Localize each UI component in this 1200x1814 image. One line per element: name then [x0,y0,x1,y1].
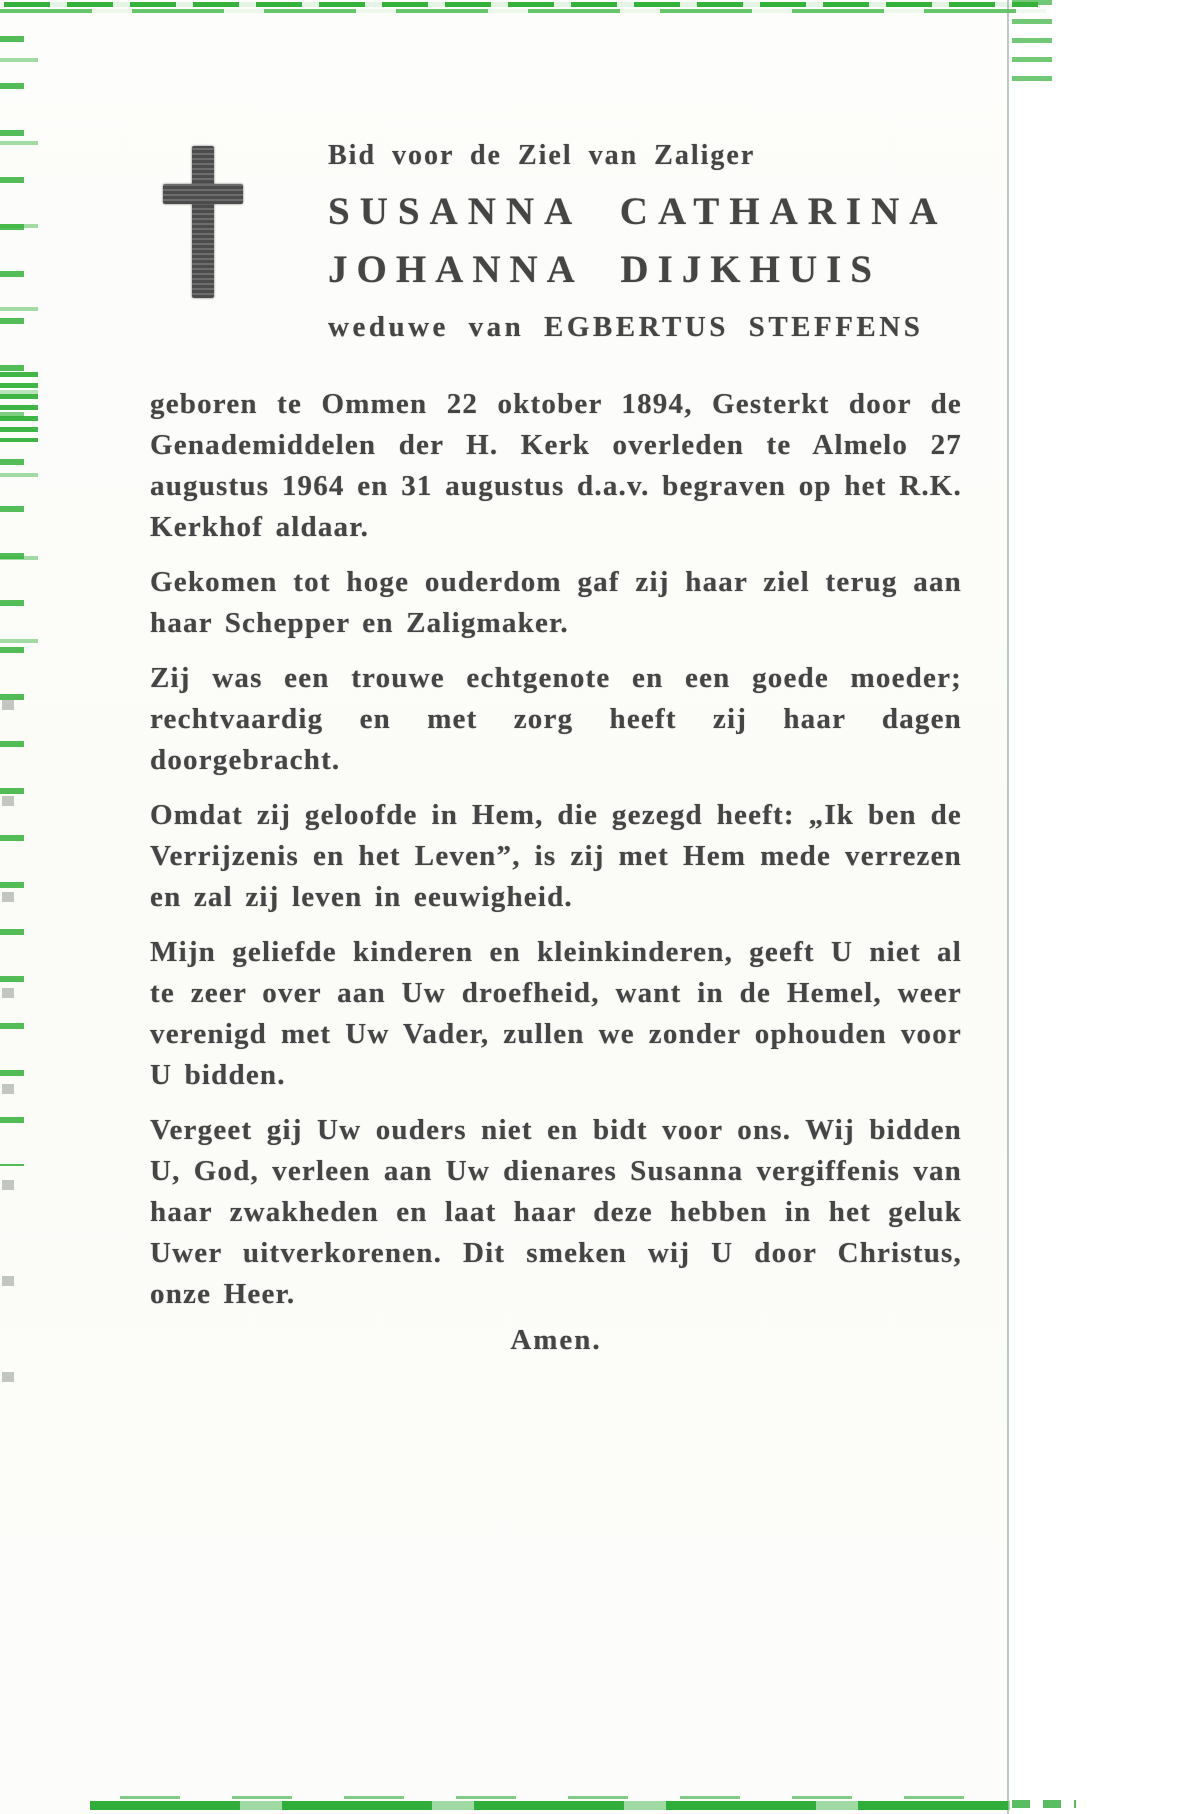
paragraph-children-message: Mijn geliefde kinderen en kleinkinderen, geeft U niet al te zeer over aan Uw droefheid, want in de Hemel, weer verenigd met Uw Vader, zullen we zonder ophouden voor U bidden. [150,936,962,1091]
widow-of-line: weduwe van EGBERTUS STEFFENS [328,311,924,344]
intro-line: Bid voor de Ziel van Zaliger [328,140,756,171]
scan-artifact-right-top-dashes [1012,0,1052,82]
amen-line: Amen. [510,1324,602,1356]
card-body-text [150,384,962,1329]
paragraph-resurrection: Omdat zij geloofde in Hem, die gezegd heeft: „Ik ben de Verrijzenis en het Leven”, is zij met Hem mede verrezen en zal zij leven in eeuwigheid. [150,799,962,913]
paragraph-faithful-wife: Zij was een trouwe echtgenote en een goede moeder; rechtvaardig en met zorg heeft zij haar dagen doorgebracht. [150,662,962,776]
card-header [328,140,948,344]
cross-vertical-bar [192,146,214,298]
scan-artifact-bottom-right-dashes [1012,1800,1076,1808]
deceased-name-line1: SUSANNA CATHARINA [328,190,948,233]
paragraph-birth-death-dates: geboren te Ommen 22 oktober 1894, Gesterkt door de Genademiddelen der H. Kerk overleden te Almelo 27 augustus 1964 en 31 augustus d.a.v. begraven op het R.K. Kerkhof aldaar. [150,388,962,543]
paragraph-old-age: Gekomen tot hoge ouderdom gaf zij haar ziel terug aan haar Schepper en Zaligmaker. [150,566,962,639]
latin-cross-icon [163,146,243,298]
paragraph-final-prayer: Vergeet gij Uw ouders niet en bidt voor ons. Wij bidden U, God, verleen aan Uw dienares Susanna vergiffenis van haar zwakheden en laat haar deze hebben in het geluk Uwer uitverkorenen. Dit smeken wij U door Christus, onze Heer. [150,1114,962,1310]
deceased-name-line2: JOHANNA DIJKHUIS [328,247,881,291]
cross-horizontal-bar [163,184,243,204]
